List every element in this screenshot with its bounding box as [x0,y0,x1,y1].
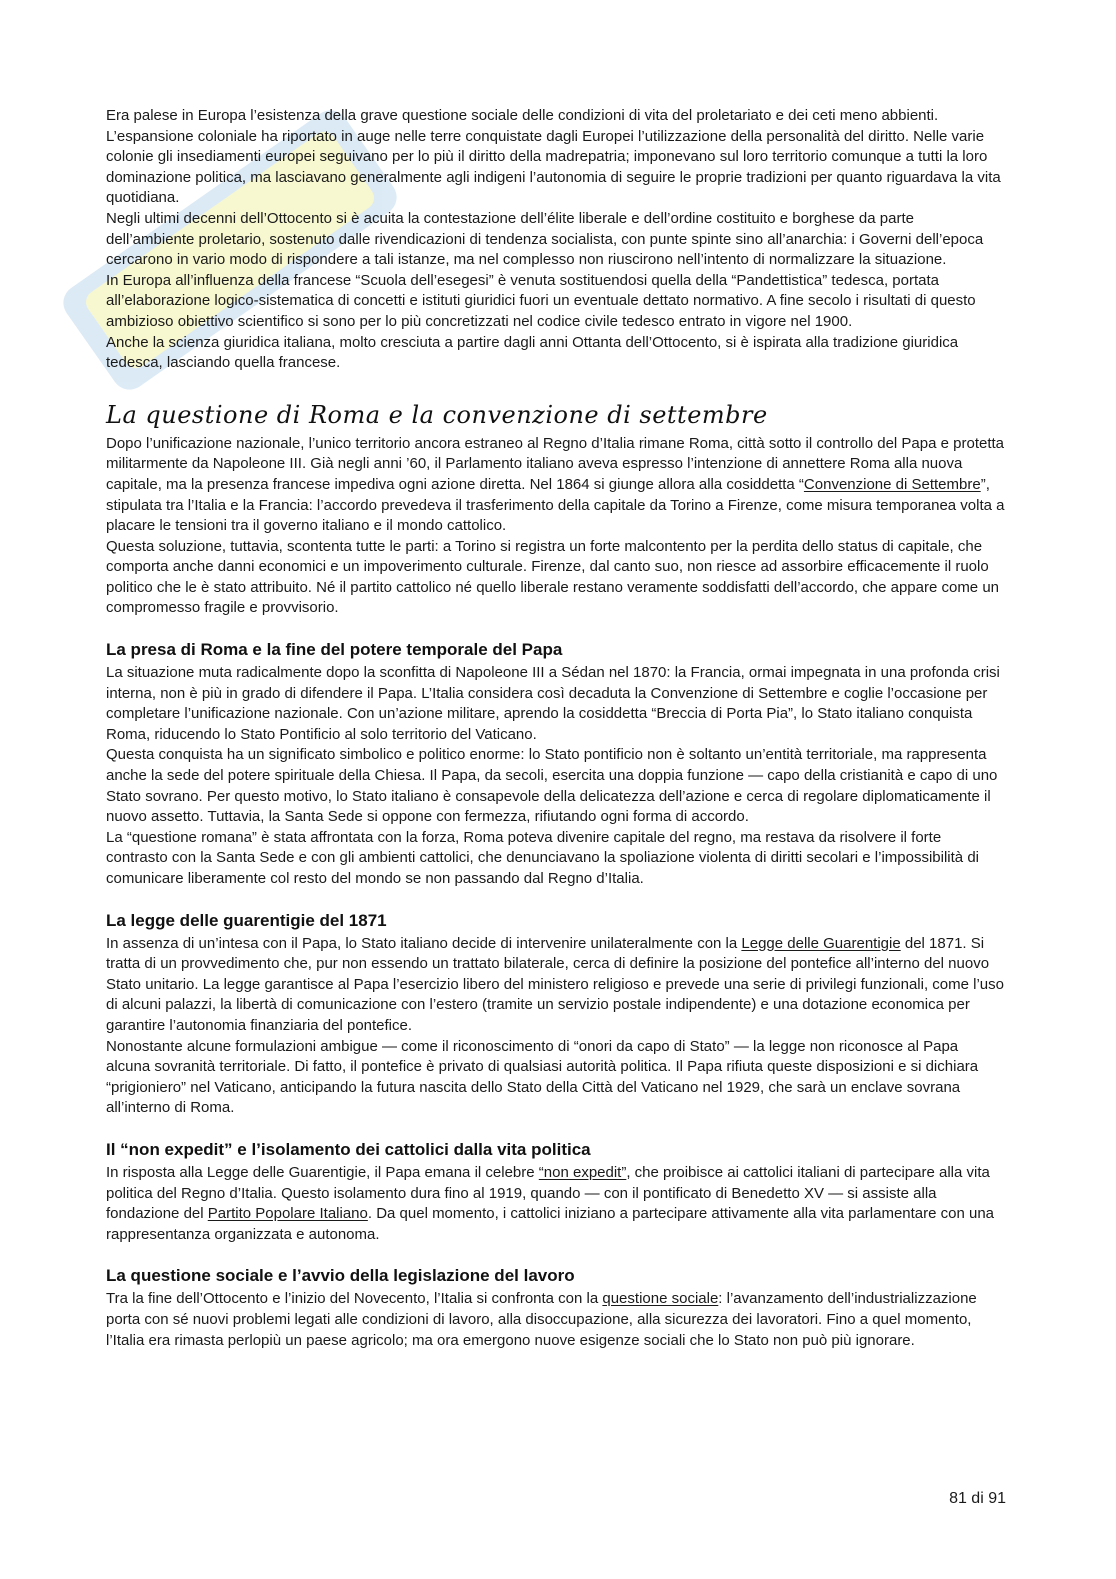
presa-paragraph-3: La “questione romana” è stata affrontata con la forza, Roma poteva divenire capitale del regno, ma restava da risolvere il forte contrasto con la Santa Sede e con gli ambienti cattolici, che denunciavano la spoliazione violenta di diritti secolari e l’impossibilità di comunicare liberamente col resto del mondo se non passando dal Regno d’Italia. [106,828,979,887]
section-title-questione-roma: La questione di Roma e la convenzione di settembre [106,400,768,429]
intro-paragraph-1: Era palese in Europa l’esistenza della grave questione sociale delle condizioni di vita del proletariato e dei ceti meno abbienti. [106,107,939,124]
heading-presa-di-roma: La presa di Roma e la fine del potere temporale del Papa [106,640,563,660]
heading-questione-sociale: La questione sociale e l’avvio della legislazione del lavoro [106,1266,575,1286]
roma-paragraph-1: Dopo l’unificazione nazionale, l’unico territorio ancora estraneo al Regno d’Italia rimane Roma, città sotto il controllo del Papa e protetta militarmente da Napoleone III. Già negli anni ’60, il Parlamento italiano aveva espresso l’intenzione di annettere Roma alla nuova capitale, ma la presenza francese impediva ogni azione diretta. Nel 1864 si giunge allora alla cosiddetta “Convenzione di Settembre”, stipulata tra l’Italia e la Francia: l’accordo prevedeva il trasferimento della capitale da Torino a Firenze, come misura temporanea volta a placare le tensioni tra il governo italiano e il mondo cattolico. [106,434,1005,535]
intro-paragraph-2: L’espansione coloniale ha riportato in auge nelle terre conquistate dagli Europei l’utilizzazione della personalità del diritto. Nelle varie colonie gli insediamenti europei seguivano per lo più il diritto della madrepatria; imponevano sul loro territorio comunque a tutti la loro dominazione politica, ma lasciavano generalmente agli indigeni l’autonomia di seguire le proprie tradizioni per quanto riguardava la vita quotidiana. [106,127,1001,207]
intro-paragraph-4: In Europa all’influenza della francese “Scuola dell’esegesi” è venuta sostituendosi quella della “Pandettistica” tedesca, portata all’elaborazione logico-sistematica di concetti e istituti giuridici fuori un eventuale dettato normativo. A fine secolo i risultati di questo ambizioso obiettivo scientifico si sono per lo più concretizzati nel codice civile tedesco entrato in vigore nel 1900. [106,271,976,330]
page-number: 81 di 91 [949,1490,1006,1507]
link-partito-popolare[interactable]: Partito Popolare Italiano [207,1205,368,1223]
presa-paragraph-1: La situazione muta radicalmente dopo la sconfitta di Napoleone III a Sédan nel 1870: la Francia, ormai impegnata in una profonda crisi interna, non è più in grado di difendere il Papa. L’Italia considera così decaduta la Convenzione di Settembre e coglie l’occasione per completare l’unificazione nazionale. Con un’azione militare, aprendo la cosiddetta “Breccia di Porta Pia”, lo Stato italiano conquista Roma, riducendo lo Stato Pontificio al solo territorio del Vaticano. [106,664,1000,743]
expedit-paragraph-1: In risposta alla Legge delle Guarentigie, il Papa emana il celebre “non expedit”, che proibisce ai cattolici italiani di partecipare alla vita politica del Regno d’Italia. Questo isolamento dura fino al 1919, quando — con il pontificato di Benedetto XV — si assiste alla fondazione del Partito Popolare Italiano. Da quel momento, i cattolici iniziano a partecipare attivamente alla vita parlamentare con una rappresentanza organizzata e autonoma. [106,1163,995,1243]
link-legge-guarentigie[interactable]: Legge delle Guarentigie [741,934,901,952]
guarentigie-paragraph-1: In assenza di un’intesa con il Papa, lo Stato italiano decide di intervenire unilateralmente con la Legge delle Guarentigie del 1871. Si tratta di un provvedimento che, pur non essendo un trattato bilaterale, cerca di definire la posizione del pontefice all’interno del nuovo Stato unitario. La legge garantisce al Papa l’esercizio libero del ministero religioso e prevede una serie di privilegi funzionali, come l’uso di alcuni palazzi, la libertà di comunicazione con l’estero (tramite un servizio postale indipendente) e una dotazione economica per garantire l’autonomia finanziaria del pontefice. [106,934,1004,1034]
intro-paragraph-3: Negli ultimi decenni dell’Ottocento si è acuita la contestazione dell’élite liberale e dell’ordine costituito e borghese da parte dell’ambiente proletario, sostenuto dalle rivendicazioni di tendenza socialista, con punte spinte sino all’anarchia: i Governi dell’epoca cercarono in vario modo di rispondere a tali istanze, ma nel complesso non riuscirono nell’intento di normalizzare la situazione. [106,209,984,269]
intro-paragraph-5: Anche la scienza giuridica italiana, molto cresciuta a partire dagli anni Ottanta dell’Ottocento, si è ispirata alla tradizione giuridica tedesca, lasciando quella francese. [106,333,959,372]
link-convenzione-settembre[interactable]: Convenzione di Settembre [803,475,981,493]
heading-non-expedit: Il “non expedit” e l’isolamento dei cattolici dalla vita politica [106,1139,591,1159]
heading-legge-guarentigie: La legge delle guarentigie del 1871 [106,910,387,930]
link-questione-sociale[interactable]: questione sociale [602,1290,719,1308]
presa-paragraph-2: Questa conquista ha un significato simbolico e politico enorme: lo Stato pontificio non è soltanto un’entità territoriale, ma rappresenta anche la sede del potere spirituale della Chiesa. Il Papa, da secoli, esercita una doppia funzione — capo della cristianità e capo di uno Stato sovrano. Per questo motivo, lo Stato italiano è consapevole della delicatezza dell’azione e cerca di regolare diplomaticamente il nuovo assetto. Tuttavia, la Santa Sede si oppone con fermezza, rifiutando ogni forma di accordo. [106,746,998,826]
document-page [106,106,1006,1351]
roma-paragraph-2: Questa soluzione, tuttavia, scontenta tutte le parti: a Torino si registra un forte malcontento per la perdita dello status di capitale, che comporta anche danni economici e un impoverimento culturale. Firenze, dal canto suo, non riesce ad assorbire efficacemente il ruolo politico che le è stato attribuito. Né il partito cattolico né quello liberale restano veramente soddisfatti dell’accordo, che appare come un compromesso fragile e provvisorio. [106,537,1000,617]
guarentigie-paragraph-2: Nonostante alcune formulazioni ambigue — come il riconoscimento di “onori da capo di Stato” — la legge non riconosce al Papa alcuna sovranità territoriale. Di fatto, il pontefice è privato di qualsiasi autorità politica. Il Papa rifiuta queste disposizioni e si dichiara “prigioniero” nel Vaticano, anticipando la futura nascita dello Stato della Città del Vaticano nel 1929, che sarà un enclave sovrana all’interno di Roma. [106,1037,979,1117]
sociale-paragraph-1: Tra la fine dell’Ottocento e l’inizio del Novecento, l’Italia si confronta con la questione sociale: l’avanzamento dell’industrializzazione porta con sé nuovi problemi legati alle condizioni di lavoro, alla disoccupazione, alla sicurezza dei lavoratori. Fino a quel momento, l’Italia era rimasta perlopiù un paese agricolo; ma ora emergono nuove esigenze sociali che lo Stato non può più ignorare. [106,1290,977,1349]
link-non-expedit[interactable]: “non expedit” [538,1163,627,1181]
